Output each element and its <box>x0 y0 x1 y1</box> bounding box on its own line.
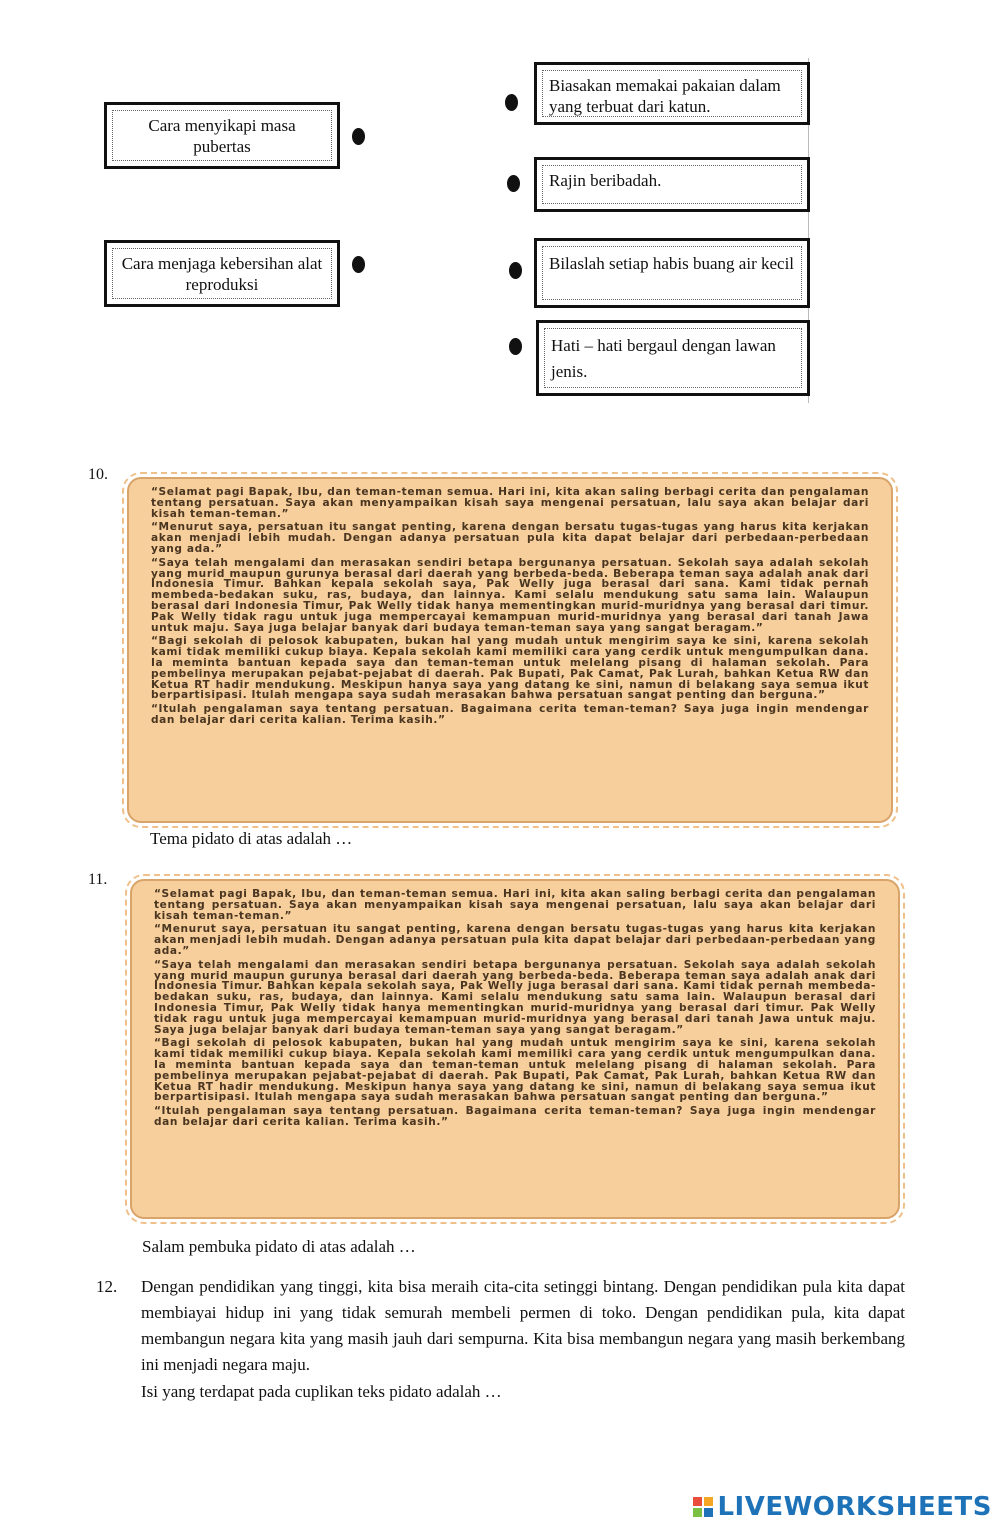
question-10-number: 10. <box>88 466 108 483</box>
question-10-prompt: Tema pidato di atas adalah … <box>150 829 353 848</box>
right-dot-2[interactable] <box>507 175 520 192</box>
right-box-1[interactable] <box>534 62 810 125</box>
left-box-1[interactable] <box>104 102 340 169</box>
right-box-1-label: Biasakan memakai pakaian dalam yang terbuat dari katun. <box>542 70 802 117</box>
right-box-2[interactable] <box>534 157 810 212</box>
question-12-number: 12. <box>96 1277 118 1296</box>
left-box-2[interactable] <box>104 240 340 307</box>
speech-11-paragraph-1: “Selamat pagi Bapak, Ibu, dan teman-teman semua. Hari ini, kita akan saling berbagi cerita dan pengalaman tentang persatuan. Saya akan menyampaikan kisah saya mengenai persatuan, lalu saya akan belajar dari kisah teman-teman.” <box>154 888 876 922</box>
right-dot-4[interactable] <box>509 338 522 355</box>
speech-11-paragraph-2: “Menurut saya, persatuan itu sangat penting, karena dengan bersatu tugas-tugas yang harus kita kerjakan akan menjadi lebih mudah. Dengan adanya persatuan pula kita dapat belajar dari perbedaan-perbedaan yang ada.” <box>154 923 876 957</box>
speech-10-paragraph-3: “Saya telah mengalami dan merasakan sendiri betapa bergunanya persatuan. Sekolah saya adalah sekolah yang murid maupun gurunya berasal dari daerah yang berbeda-beda. Beberapa teman saya adalah anak dari Indonesia Timur. Bahkan kepala sekolah saya, Pak Welly juga berasal dari sana. Kami tidak pernah membeda-bedakan suku, ras, budaya, dan lainnya. Kami selalu mendukung satu sama lain. Walaupun berasal dari Indonesia Timur, Pak Welly tidak hanya mementingkan murid-muridnya yang berasal dari timur. Pak Welly tidak ragu untuk juga mempercayai kemampuan murid-muridnya yang berasal dari tanah Jawa untuk maju. Saya juga belajar banyak dari budaya teman-teman saya yang sangat beragam.” <box>151 556 869 634</box>
right-box-4[interactable] <box>536 320 810 396</box>
left-box-1-label: Cara menyikapi masa pubertas <box>112 110 332 161</box>
speech-11-paragraph-3: “Saya telah mengalami dan merasakan sendiri betapa bergunanya persatuan. Sekolah saya adalah sekolah yang murid maupun gurunya berasal dari daerah yang berbeda-beda. Beberapa teman saya adalah anak dari Indonesia Timur. Bahkan kepala sekolah saya, Pak Welly juga berasal dari sana. Kami tidak pernah membeda-bedakan suku, ras, budaya, dan lainnya. Kami selalu mendukung satu sama lain. Walaupun berasal dari Indonesia Timur, Pak Welly tidak hanya mementingkan murid-muridnya yang berasal dari timur. Pak Welly tidak ragu untuk juga mempercayai kemampuan murid-muridnya yang berasal dari tanah Jawa untuk maju. Saya juga belajar banyak dari budaya teman-teman saya yang sangat beragam.” <box>154 958 876 1036</box>
right-dot-1[interactable] <box>505 94 518 111</box>
left-box-2-label: Cara menjaga kebersihan alat reproduksi <box>112 248 332 299</box>
speech-10-paragraph-4: “Bagi sekolah di pelosok kabupaten, bukan hal yang mudah untuk mengirim saya ke sini, karena sekolah kami tidak memiliki cukup biaya. Kepala sekolah kami memiliki cara yang cerdik untuk mengumpulkan dana. Ia meminta bantuan kepada saya dan teman-teman untuk melelang pisang di halaman sekolah. Para pembelinya merupakan pejabat-pejabat di daerah. Pak Bupati, Pak Camat, Pak Lurah, bahkan Ketua RW dan Ketua RT hadir mendukung. Meskipun hanya saya yang datang ke sini, namun di belakang saya semua ikut berpartisipasi. Itulah mengapa saya sudah merasakan bahwa persatuan sangat penting dan berguna.” <box>151 635 869 702</box>
speech-10-paragraph-5: “Itulah pengalaman saya tentang persatuan. Bagaimana cerita teman-teman? Saya juga ingin mendengar dan belajar dari cerita kalian. Terima kasih.” <box>151 703 869 726</box>
right-box-4-label: Hati – hati bergaul dengan lawan jenis. <box>544 328 802 388</box>
right-dot-3[interactable] <box>509 262 522 279</box>
left-dot-1[interactable] <box>352 128 365 145</box>
speech-10-paragraph-1: “Selamat pagi Bapak, Ibu, dan teman-teman semua. Hari ini, kita akan saling berbagi cerita dan pengalaman tentang persatuan. Saya akan menyampaikan kisah saya mengenai persatuan, lalu saya akan belajar dari kisah teman-teman.” <box>151 486 869 520</box>
speech-11-paragraph-5: “Itulah pengalaman saya tentang persatuan. Bagaimana cerita teman-teman? Saya juga ingin mendengar dan belajar dari cerita kalian. Terima kasih.” <box>154 1105 876 1128</box>
right-box-3-label: Bilaslah setiap habis buang air kecil <box>542 246 802 300</box>
right-box-2-label: Rajin beribadah. <box>542 165 802 204</box>
left-dot-2[interactable] <box>352 256 365 273</box>
question-11-number: 11. <box>88 871 108 888</box>
liveworksheets-logo <box>693 1492 992 1522</box>
brand-name: LIVEWORKSHEETS <box>717 1492 992 1522</box>
speech-10-paragraph-2: “Menurut saya, persatuan itu sangat penting, karena dengan bersatu tugas-tugas yang harus kita kerjakan akan menjadi lebih mudah. Dengan adanya persatuan pula kita dapat belajar dari perbedaan-perbedaan yang ada.” <box>151 521 869 555</box>
question-12-prompt: Isi yang terdapat pada cuplikan teks pidato adalah … <box>141 1382 502 1401</box>
question-12-excerpt: Dengan pendidikan yang tinggi, kita bisa meraih cita-cita setinggi bintang. Dengan pendidikan pula kita dapat membiayai hidup ini yang tidak semurah membeli permen di toko. Dengan pendidikan pula, kita dapat membangun negara kita yang masih jauh dari sempurna. Kita bisa membangun negara yang masih berkembang ini menjadi negara maju. <box>141 1277 905 1374</box>
question-11-prompt: Salam pembuka pidato di atas adalah … <box>142 1237 416 1256</box>
speech-11-paragraph-4: “Bagi sekolah di pelosok kabupaten, bukan hal yang mudah untuk mengirim saya ke sini, karena sekolah kami tidak memiliki cukup biaya. Kepala sekolah kami memiliki cara yang cerdik untuk mengumpulkan dana. Ia meminta bantuan kepada saya dan teman-teman untuk melelang pisang di halaman sekolah. Para pembelinya merupakan pejabat-pejabat di daerah. Pak Bupati, Pak Camat, Pak Lurah, bahkan Ketua RW dan Ketua RT hadir mendukung. Meskipun hanya saya yang datang ke sini, namun di belakang saya semua ikut berpartisipasi. Itulah mengapa saya sudah merasakan bahwa persatuan sangat penting dan berguna.” <box>154 1037 876 1104</box>
liveworksheets-icon <box>693 1497 713 1517</box>
speech-box-10 <box>127 477 893 823</box>
speech-box-11 <box>130 879 900 1219</box>
right-box-3[interactable] <box>534 238 810 308</box>
